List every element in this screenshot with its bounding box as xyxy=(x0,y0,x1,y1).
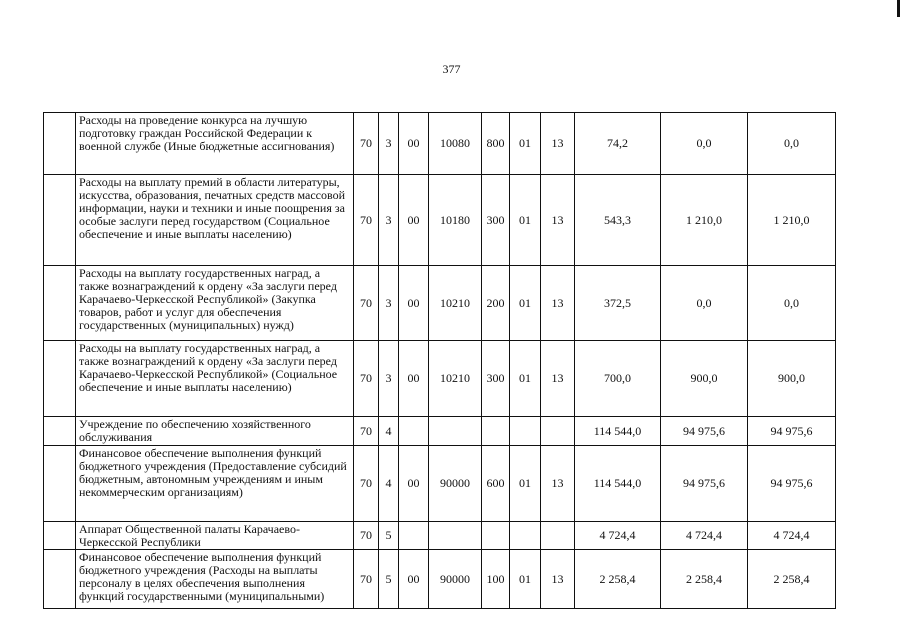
table-row xyxy=(44,113,836,175)
code-expense-type: 600 xyxy=(482,446,510,522)
expense-description: Финансовое обеспечение выполнения функций бюджетного учреждения (Предоставление субсидий бюджетным, автономным учреждениям и иным некоммерческим организациям) xyxy=(76,446,354,522)
table-row xyxy=(44,446,836,522)
code-program: 5 xyxy=(379,550,399,609)
code-direction: 90000 xyxy=(429,550,482,609)
table-row xyxy=(44,341,836,417)
code-subsection: 13 xyxy=(541,266,575,341)
code-subprogram: 00 xyxy=(399,113,429,175)
amount-year-2: 0,0 xyxy=(661,266,748,341)
code-program: 5 xyxy=(379,522,399,550)
code-section: 01 xyxy=(510,550,541,609)
code-subsection xyxy=(541,417,575,446)
row-number-cell xyxy=(44,522,76,550)
code-subsection: 13 xyxy=(541,550,575,609)
code-program: 3 xyxy=(379,266,399,341)
code-ministry: 70 xyxy=(354,446,379,522)
scan-edge-mark xyxy=(897,0,900,17)
code-subsection: 13 xyxy=(541,175,575,266)
amount-year-2: 900,0 xyxy=(661,341,748,417)
code-subprogram: 00 xyxy=(399,341,429,417)
amount-year-2: 4 724,4 xyxy=(661,522,748,550)
code-expense-type: 800 xyxy=(482,113,510,175)
expense-description: Учреждение по обеспечению хозяйственного обслуживания xyxy=(76,417,354,446)
row-number-cell xyxy=(44,113,76,175)
code-program: 4 xyxy=(379,417,399,446)
amount-year-1: 372,5 xyxy=(575,266,661,341)
table-row xyxy=(44,175,836,266)
code-section: 01 xyxy=(510,113,541,175)
expense-description: Аппарат Общественной палаты Карачаево-Черкесской Республики xyxy=(76,522,354,550)
table-row xyxy=(44,550,836,609)
code-program: 3 xyxy=(379,175,399,266)
code-direction: 10180 xyxy=(429,175,482,266)
code-ministry: 70 xyxy=(354,175,379,266)
code-subprogram: 00 xyxy=(399,550,429,609)
code-subsection xyxy=(541,522,575,550)
code-ministry: 70 xyxy=(354,550,379,609)
code-program: 4 xyxy=(379,446,399,522)
code-subprogram xyxy=(399,522,429,550)
code-section: 01 xyxy=(510,446,541,522)
code-subsection: 13 xyxy=(541,113,575,175)
amount-year-1: 114 544,0 xyxy=(575,446,661,522)
amount-year-3: 4 724,4 xyxy=(748,522,836,550)
table-row xyxy=(44,417,836,446)
expense-description: Финансовое обеспечение выполнения функций бюджетного учреждения (Расходы на выплаты персоналу в целях обеспечения выполнения функций государственными (муниципальными) xyxy=(76,550,354,609)
code-direction: 90000 xyxy=(429,446,482,522)
row-number-cell xyxy=(44,550,76,609)
table-row xyxy=(44,522,836,550)
code-expense-type xyxy=(482,417,510,446)
code-ministry: 70 xyxy=(354,113,379,175)
code-program: 3 xyxy=(379,113,399,175)
amount-year-3: 900,0 xyxy=(748,341,836,417)
row-number-cell xyxy=(44,266,76,341)
code-subprogram: 00 xyxy=(399,266,429,341)
amount-year-1: 74,2 xyxy=(575,113,661,175)
expense-description: Расходы на выплату государственных наград, а также вознаграждений к ордену «За заслуги перед Карачаево-Черкесской Республикой» (Социальное обеспечение и иные выплаты населению) xyxy=(76,341,354,417)
amount-year-1: 700,0 xyxy=(575,341,661,417)
code-expense-type xyxy=(482,522,510,550)
amount-year-3: 1 210,0 xyxy=(748,175,836,266)
code-subsection: 13 xyxy=(541,446,575,522)
expense-description: Расходы на проведение конкурса на лучшую подготовку граждан Российской Федерации к военной службе (Иные бюджетные ассигнования) xyxy=(76,113,354,175)
amount-year-1: 2 258,4 xyxy=(575,550,661,609)
amount-year-2: 1 210,0 xyxy=(661,175,748,266)
row-number-cell xyxy=(44,341,76,417)
code-subprogram xyxy=(399,417,429,446)
amount-year-3: 0,0 xyxy=(748,113,836,175)
code-section: 01 xyxy=(510,175,541,266)
row-number-cell xyxy=(44,446,76,522)
code-section xyxy=(510,522,541,550)
amount-year-3: 0,0 xyxy=(748,266,836,341)
amount-year-3: 94 975,6 xyxy=(748,417,836,446)
amount-year-2: 94 975,6 xyxy=(661,417,748,446)
amount-year-2: 0,0 xyxy=(661,113,748,175)
expense-description: Расходы на выплату премий в области литературы, искусства, образования, печатных средств массовой информации, науки и техники и иные поощрения за особые заслуги перед государством (Социальное обеспечение и иные выплаты населению) xyxy=(76,175,354,266)
code-ministry: 70 xyxy=(354,341,379,417)
amount-year-1: 114 544,0 xyxy=(575,417,661,446)
amount-year-1: 543,3 xyxy=(575,175,661,266)
code-subprogram: 00 xyxy=(399,446,429,522)
code-expense-type: 200 xyxy=(482,266,510,341)
code-section xyxy=(510,417,541,446)
code-direction: 10210 xyxy=(429,341,482,417)
code-program: 3 xyxy=(379,341,399,417)
amount-year-3: 2 258,4 xyxy=(748,550,836,609)
code-subsection: 13 xyxy=(541,341,575,417)
code-direction: 10210 xyxy=(429,266,482,341)
page-number: 377 xyxy=(442,62,461,76)
row-number-cell xyxy=(44,417,76,446)
amount-year-3: 94 975,6 xyxy=(748,446,836,522)
code-subprogram: 00 xyxy=(399,175,429,266)
row-number-cell xyxy=(44,175,76,266)
budget-table xyxy=(43,112,836,609)
code-expense-type: 100 xyxy=(482,550,510,609)
code-ministry: 70 xyxy=(354,266,379,341)
code-expense-type: 300 xyxy=(482,175,510,266)
code-direction xyxy=(429,417,482,446)
code-ministry: 70 xyxy=(354,417,379,446)
code-section: 01 xyxy=(510,266,541,341)
amount-year-2: 2 258,4 xyxy=(661,550,748,609)
code-direction xyxy=(429,522,482,550)
amount-year-1: 4 724,4 xyxy=(575,522,661,550)
table-row xyxy=(44,266,836,341)
amount-year-2: 94 975,6 xyxy=(661,446,748,522)
expense-description: Расходы на выплату государственных наград, а также вознаграждений к ордену «За заслуги перед Карачаево-Черкесской Республикой» (Закупка товаров, работ и услуг для обеспечения государственных (муниципальных) нужд) xyxy=(76,266,354,341)
code-section: 01 xyxy=(510,341,541,417)
code-direction: 10080 xyxy=(429,113,482,175)
code-expense-type: 300 xyxy=(482,341,510,417)
code-ministry: 70 xyxy=(354,522,379,550)
